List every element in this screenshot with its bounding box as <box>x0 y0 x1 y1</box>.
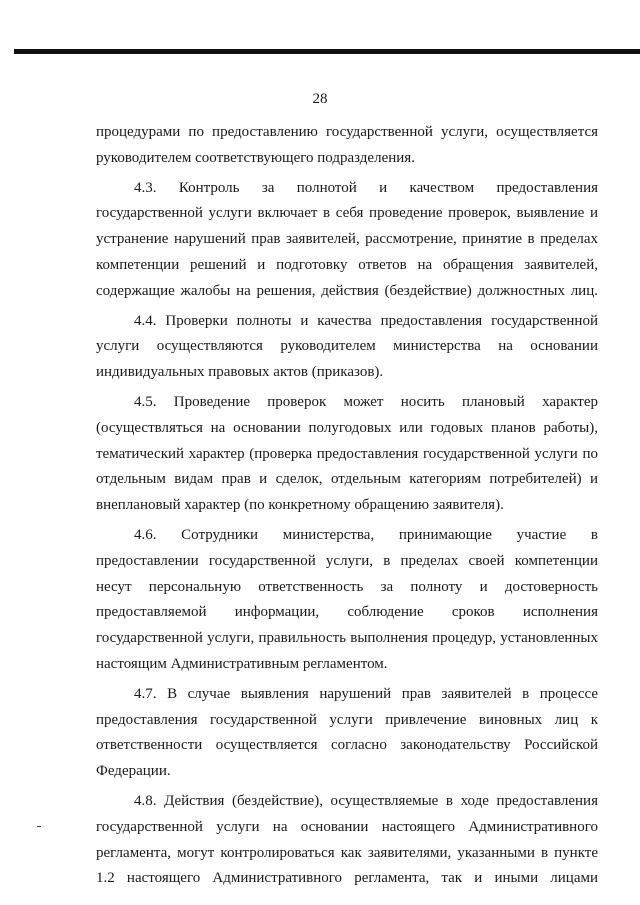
text-line: содержащие жалобы на решения, действия (бездействие) должностных лиц. <box>96 282 598 299</box>
text-line: компетенции решений и подготовку ответов на обращения заявителей, <box>96 256 598 273</box>
text-line: государственной услуги включает в себя проведение проверок, выявление и <box>96 205 598 222</box>
text-line: отдельным видам прав и сделок, отдельным категориям потребителей) и <box>96 471 598 488</box>
paragraph-4-5 <box>96 390 598 519</box>
text-line: (осуществляться на основании полугодовых или годовых планов работы), <box>96 419 598 436</box>
text-line: предоставлении государственной услуги, в пределах своей компетенции <box>96 552 598 569</box>
text-line: ответственности осуществляется согласно законодательству Российской <box>96 737 598 754</box>
text-line: регламента, могут контролироваться как заявителями, указанными в пункте <box>96 844 598 861</box>
text-line: настоящим Административным регламентом. <box>96 655 388 672</box>
paragraph-4-6 <box>96 523 598 678</box>
paragraph-4-4 <box>96 309 598 386</box>
page-number: 28 <box>312 91 328 107</box>
text-line: руководителем соответствующего подразделения. <box>96 149 415 166</box>
text-line: внеплановый характер (по конкретному обращению заявителя). <box>96 497 504 514</box>
text-line: 4.6. Сотрудники министерства, принимающие участие в <box>134 526 598 543</box>
paragraph-4-8 <box>96 789 598 892</box>
paragraph-4-7 <box>96 682 598 785</box>
paragraph-continuation <box>96 120 598 172</box>
text-line: Федерации. <box>96 763 171 780</box>
text-line: 4.8. Действия (бездействие), осуществляемые в ходе предоставления <box>134 792 598 809</box>
text-line: индивидуальных правовых актов (приказов). <box>96 364 384 381</box>
text-line: государственной услуги, правильность выполнения процедур, установленных <box>96 630 598 647</box>
text-line: тематический характер (проверка предоставления государственной услуги по <box>96 445 598 462</box>
header-rule <box>14 49 640 54</box>
text-line: предоставления государственной услуги привлечение виновных лиц к <box>96 711 598 728</box>
text-line: 4.7. В случае выявления нарушений прав заявителей в процессе <box>134 685 598 702</box>
paragraph-4-3 <box>96 176 598 305</box>
document-body <box>96 120 598 892</box>
scan-mark <box>37 826 41 827</box>
text-line: 4.3. Контроль за полнотой и качеством предоставления <box>134 179 598 196</box>
text-line: предоставляемой информации, соблюдение сроков исполнения <box>96 604 598 621</box>
text-line: устранение нарушений прав заявителей, рассмотрение, принятие в пределах <box>96 231 598 248</box>
text-line: 4.4. Проверки полноты и качества предоставления государственной <box>134 312 598 329</box>
text-line: 1.2 настоящего Административного регламента, так и иными лицами <box>96 870 598 887</box>
text-line: 4.5. Проведение проверок может носить плановый характер <box>134 393 598 410</box>
text-line: услуги осуществляются руководителем министерства на основании <box>96 338 598 355</box>
text-line: несут персональную ответственность за полноту и достоверность <box>96 578 598 595</box>
text-line: государственной услуги на основании настоящего Административного <box>96 818 598 835</box>
text-line: процедурами по предоставлению государственной услуги, осуществляется <box>96 124 598 140</box>
